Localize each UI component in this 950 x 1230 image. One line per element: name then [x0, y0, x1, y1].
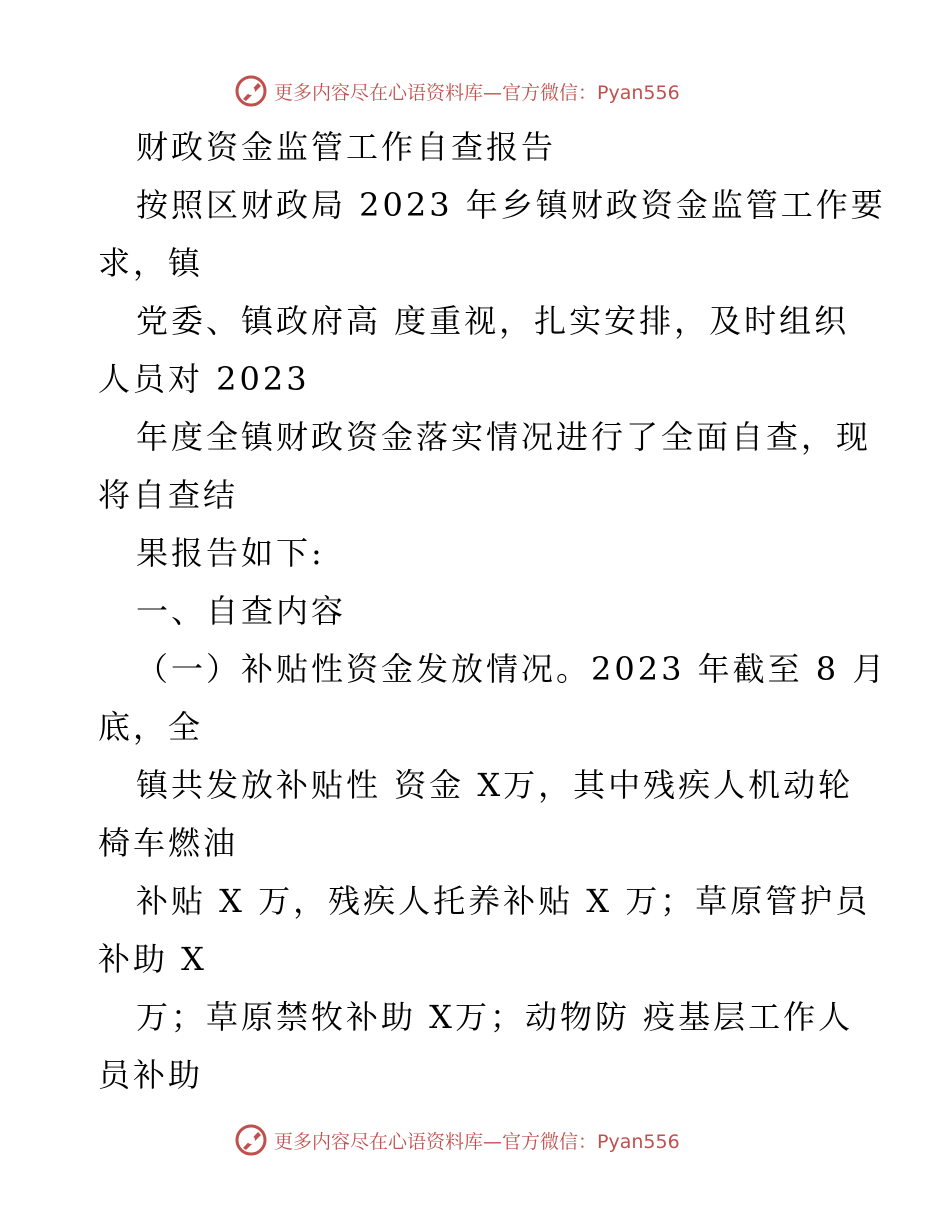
doc-line: 果报告如下:	[136, 534, 325, 572]
doc-line: 财政资金监管工作自查报告	[136, 128, 557, 166]
pen-logo-icon	[234, 74, 268, 108]
doc-line: 万；草原禁牧补助 X万；动物防 疫基层工作人	[136, 998, 854, 1036]
doc-line: （一）补贴性资金发放情况。2023 年截至 8 月	[136, 650, 888, 688]
footer-banner-text: 更多内容尽在心语资料库—官方微信：Pyan556	[274, 1130, 680, 1153]
header-banner-text: 更多内容尽在心语资料库—官方微信：Pyan556	[274, 81, 680, 104]
doc-line: 年度全镇财政资金落实情况进行了全面自查，现	[136, 418, 872, 456]
footer-banner	[234, 1121, 680, 1159]
doc-line: 员补助	[98, 1056, 204, 1094]
document-body	[98, 118, 888, 1104]
header-banner	[234, 72, 680, 110]
doc-line: 补助 X	[98, 940, 207, 978]
doc-line: 人员对 2023	[98, 360, 310, 398]
pen-logo-icon	[234, 1123, 268, 1157]
doc-line: 求，镇	[98, 244, 204, 282]
doc-line: 党委、镇政府高 度重视，扎实安排，及时组织	[136, 302, 850, 340]
doc-line: 按照区财政局 2023 年乡镇财政资金监管工作要	[136, 186, 886, 224]
doc-line: 镇共发放补贴性 资金 X万，其中残疾人机动轮	[136, 766, 854, 804]
doc-line: 补贴 X 万，残疾人托养补贴 X 万；草原管护员	[136, 882, 871, 920]
doc-line: 底，全	[98, 708, 204, 746]
section-heading: 一、自查内容	[136, 592, 347, 630]
doc-line: 将自查结	[98, 476, 239, 514]
doc-line: 椅车燃油	[98, 824, 239, 862]
